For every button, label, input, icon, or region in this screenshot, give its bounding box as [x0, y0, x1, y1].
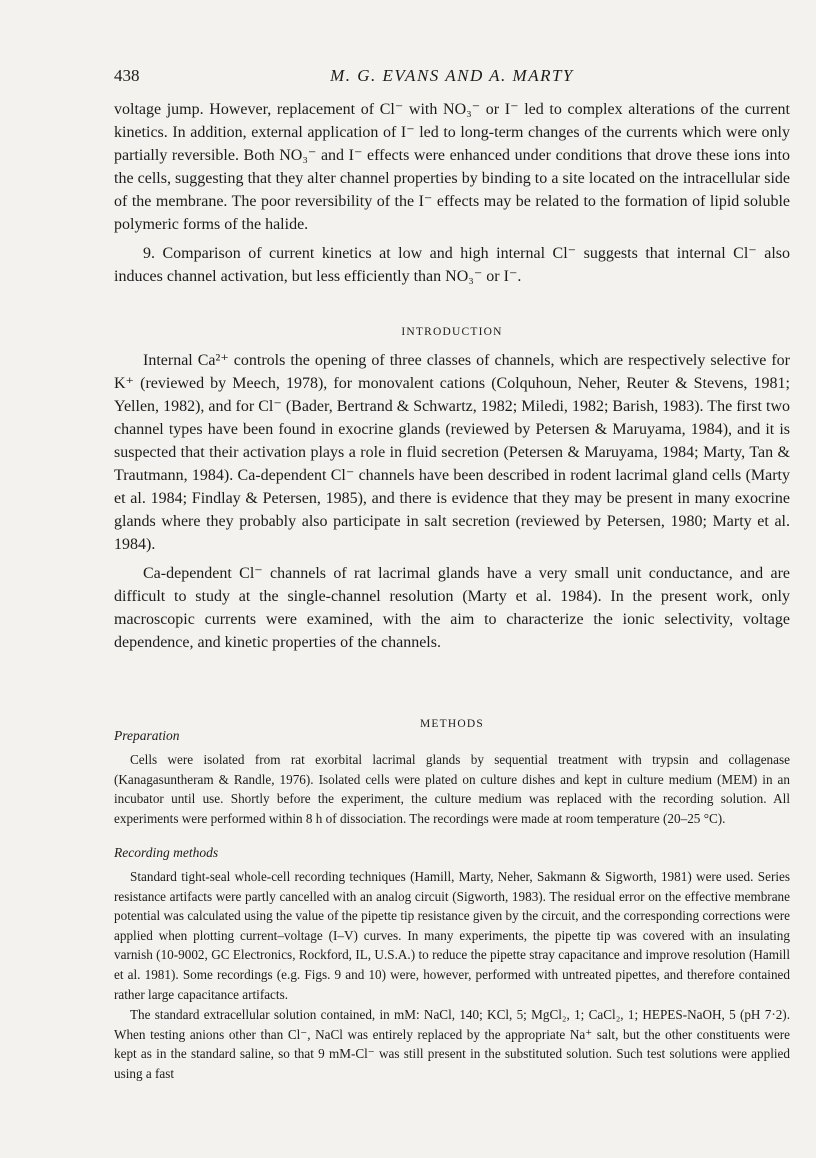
introduction-paragraph-1: Internal Ca²⁺ controls the opening of three classes of channels, which are respectively selective for K⁺ (reviewed by Meech, 1978), for monovalent cations (Colquhoun, Neher, Reuter & Stevens, 1981; Yellen, 1982), and for Cl⁻ (Bader, Bertrand & Schwartz, 1982; Miledi, 1982; Barish, 1983). The first two channel types have been found in exocrine glands (reviewed by Petersen & Maruyama, 1984), and it is suspected that their activation plays a role in fluid secretion (Petersen & Maruyama, 1984; Marty, Tan & Trautmann, 1984). Ca-dependent Cl⁻ channels have been described in rodent lacrimal gland cells (Marty et al. 1984; Findlay & Petersen, 1985), and there is evidence that they may be present in many exocrine glands where they probably also participate in salt secretion (reviewed by Petersen, 1980; Marty et al. 1984). — [114, 352, 790, 553]
recording-methods-paragraph: Standard tight-seal whole-cell recording techniques (Hamill, Marty, Neher, Sakmann & Sigworth, 1981) were used. Series resistance artifacts were partly cancelled with an analog circuit (Sigworth, 1983). The residual error on the effective membrane potential was calculated using the value of the pipette tip resistance given by the circuit, and the corresponding corrections were applied when plotting current–voltage (I–V) curves. In many experiments, the pipette tip was covered with an insulating varnish (10-9002, GC Electronics, Rockford, IL, U.S.A.) to reduce the pipette stray capacitance and improve resolution (Hamill et al. 1981). Some recordings (e.g. Figs. 9 and 10) were, however, performed with untreated pipettes, and therefore contained rather large capacitance artifacts. — [114, 869, 790, 1002]
preparation-paragraph: Cells were isolated from rat exorbital lacrimal glands by sequential treatment with trypsin and collagenase (Kanagasuntheram & Randle, 1976). Isolated cells were plated on culture dishes and kept in culture medium (MEM) in an incubator until use. Shortly before the experiment, the culture medium was replaced with the recording solution. All experiments were performed within 8 h of dissociation. The recordings were made at room temperature (20–25 °C). — [114, 752, 790, 826]
summary-paragraph-9: 9. Comparison of current kinetics at low and high internal Cl⁻ suggests that internal Cl⁻ also induces channel activation, but less efficiently than NO₃⁻ or I⁻. — [114, 245, 790, 285]
recording-methods-heading: Recording methods — [114, 845, 219, 860]
preparation-heading: Preparation — [114, 728, 180, 743]
preparation-body — [114, 750, 790, 828]
methods-heading: METHODS — [420, 718, 484, 730]
summary-continued — [114, 98, 790, 288]
recording-methods-body — [114, 867, 790, 1084]
page-number: 438 — [114, 66, 140, 85]
introduction-heading: INTRODUCTION — [401, 326, 503, 338]
introduction-paragraph-2: Ca-dependent Cl⁻ channels of rat lacrimal glands have a very small unit conductance, and are difficult to study at the single-channel resolution (Marty et al. 1984). In the present work, only macroscopic currents were examined, with the aim to characterize the ionic selectivity, voltage dependence, and kinetic properties of the channels. — [114, 565, 790, 651]
running-head: M. G. EVANS AND A. MARTY — [330, 66, 574, 85]
summary-paragraph-8: voltage jump. However, replacement of Cl⁻ with NO₃⁻ or I⁻ led to complex alterations of the current kinetics. In addition, external application of I⁻ led to long-term changes of the currents which were only partially reversible. Both NO₃⁻ and I⁻ effects were enhanced under conditions that drove these ions into the cells, suggesting that they alter channel properties by binding to a site located on the intracellular side of the membrane. The poor reversibility of the I⁻ effects may be related to the formation of lipid soluble polymeric forms of the halide. — [114, 101, 790, 233]
introduction-body — [114, 349, 790, 654]
page-header — [114, 66, 790, 90]
solution-paragraph: The standard extracellular solution contained, in mM: NaCl, 140; KCl, 5; MgCl₂, 1; CaCl₂, 1; HEPES-NaOH, 5 (pH 7·2). When testing anions other than Cl⁻, NaCl was entirely replaced by the appropriate Na⁺ salt, but the other constituents were kept as in the standard saline, so that 9 mM-Cl⁻ was still present in the substituted solution. Such test solutions were applied using a fast — [114, 1007, 790, 1081]
